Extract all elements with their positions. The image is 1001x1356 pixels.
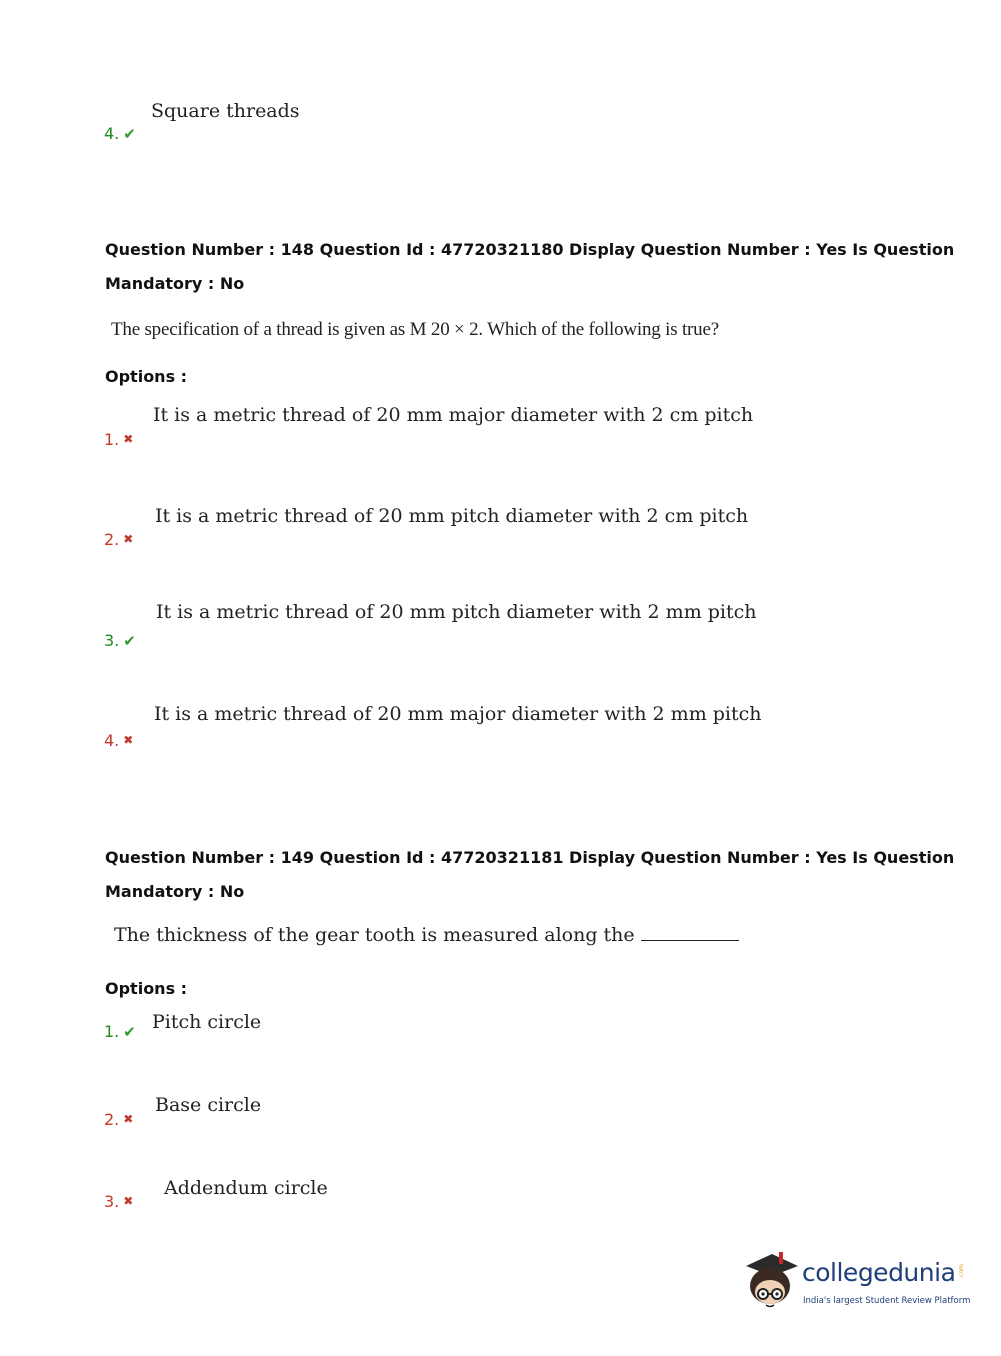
check-icon: ✔ <box>123 1023 136 1041</box>
question-header-mandatory: Mandatory : No <box>105 274 245 293</box>
option-text: Pitch circle <box>152 1011 262 1033</box>
question-header: Question Number : 149 Question Id : 47720321181 Display Question Number : Yes Is Question <box>105 848 955 867</box>
option-text: It is a metric thread of 20 mm pitch diameter with 2 cm pitch <box>155 505 749 527</box>
option-number: 2. ✖ <box>104 530 134 549</box>
logo-tagline: India's largest Student Review Platform <box>803 1296 971 1306</box>
question-header: Question Number : 148 Question Id : 47720321180 Display Question Number : Yes Is Question <box>105 240 955 259</box>
option-number: 4. ✔ <box>104 124 136 143</box>
option-number: 3. ✖ <box>104 1192 134 1211</box>
question-header-mandatory: Mandatory : No <box>105 882 245 901</box>
option-text: It is a metric thread of 20 mm pitch diameter with 2 mm pitch <box>156 601 757 623</box>
question-text: The thickness of the gear tooth is measured along the <box>114 924 739 946</box>
check-icon: ✔ <box>123 125 136 143</box>
cross-icon: ✖ <box>123 1194 134 1208</box>
check-icon: ✔ <box>123 632 136 650</box>
collegedunia-logo <box>742 1250 972 1320</box>
cross-icon: ✖ <box>123 432 134 446</box>
option-number: 4. ✖ <box>104 731 134 750</box>
question-text: The specification of a thread is given as M 20 × 2. Which of the following is true? <box>111 319 719 340</box>
option-number: 3. ✔ <box>104 631 136 650</box>
cross-icon: ✖ <box>123 733 134 747</box>
option-text: Square threads <box>151 100 300 122</box>
options-label: Options : <box>105 367 188 386</box>
option-text: It is a metric thread of 20 mm major diameter with 2 cm pitch <box>153 404 754 426</box>
cross-icon: ✖ <box>123 1112 134 1126</box>
answer-blank <box>641 926 739 941</box>
mascot-icon <box>742 1250 802 1320</box>
option-number: 2. ✖ <box>104 1110 134 1129</box>
option-number: 1. ✖ <box>104 430 134 449</box>
option-text: Base circle <box>155 1094 262 1116</box>
option-text: Addendum circle <box>164 1177 328 1199</box>
option-text: It is a metric thread of 20 mm major diameter with 2 mm pitch <box>154 703 762 725</box>
option-number: 1. ✔ <box>104 1022 136 1041</box>
cross-icon: ✖ <box>123 532 134 546</box>
logo-name: collegedunia <box>802 1258 956 1287</box>
options-label: Options : <box>105 979 188 998</box>
logo-suffix: .com <box>958 1264 965 1279</box>
